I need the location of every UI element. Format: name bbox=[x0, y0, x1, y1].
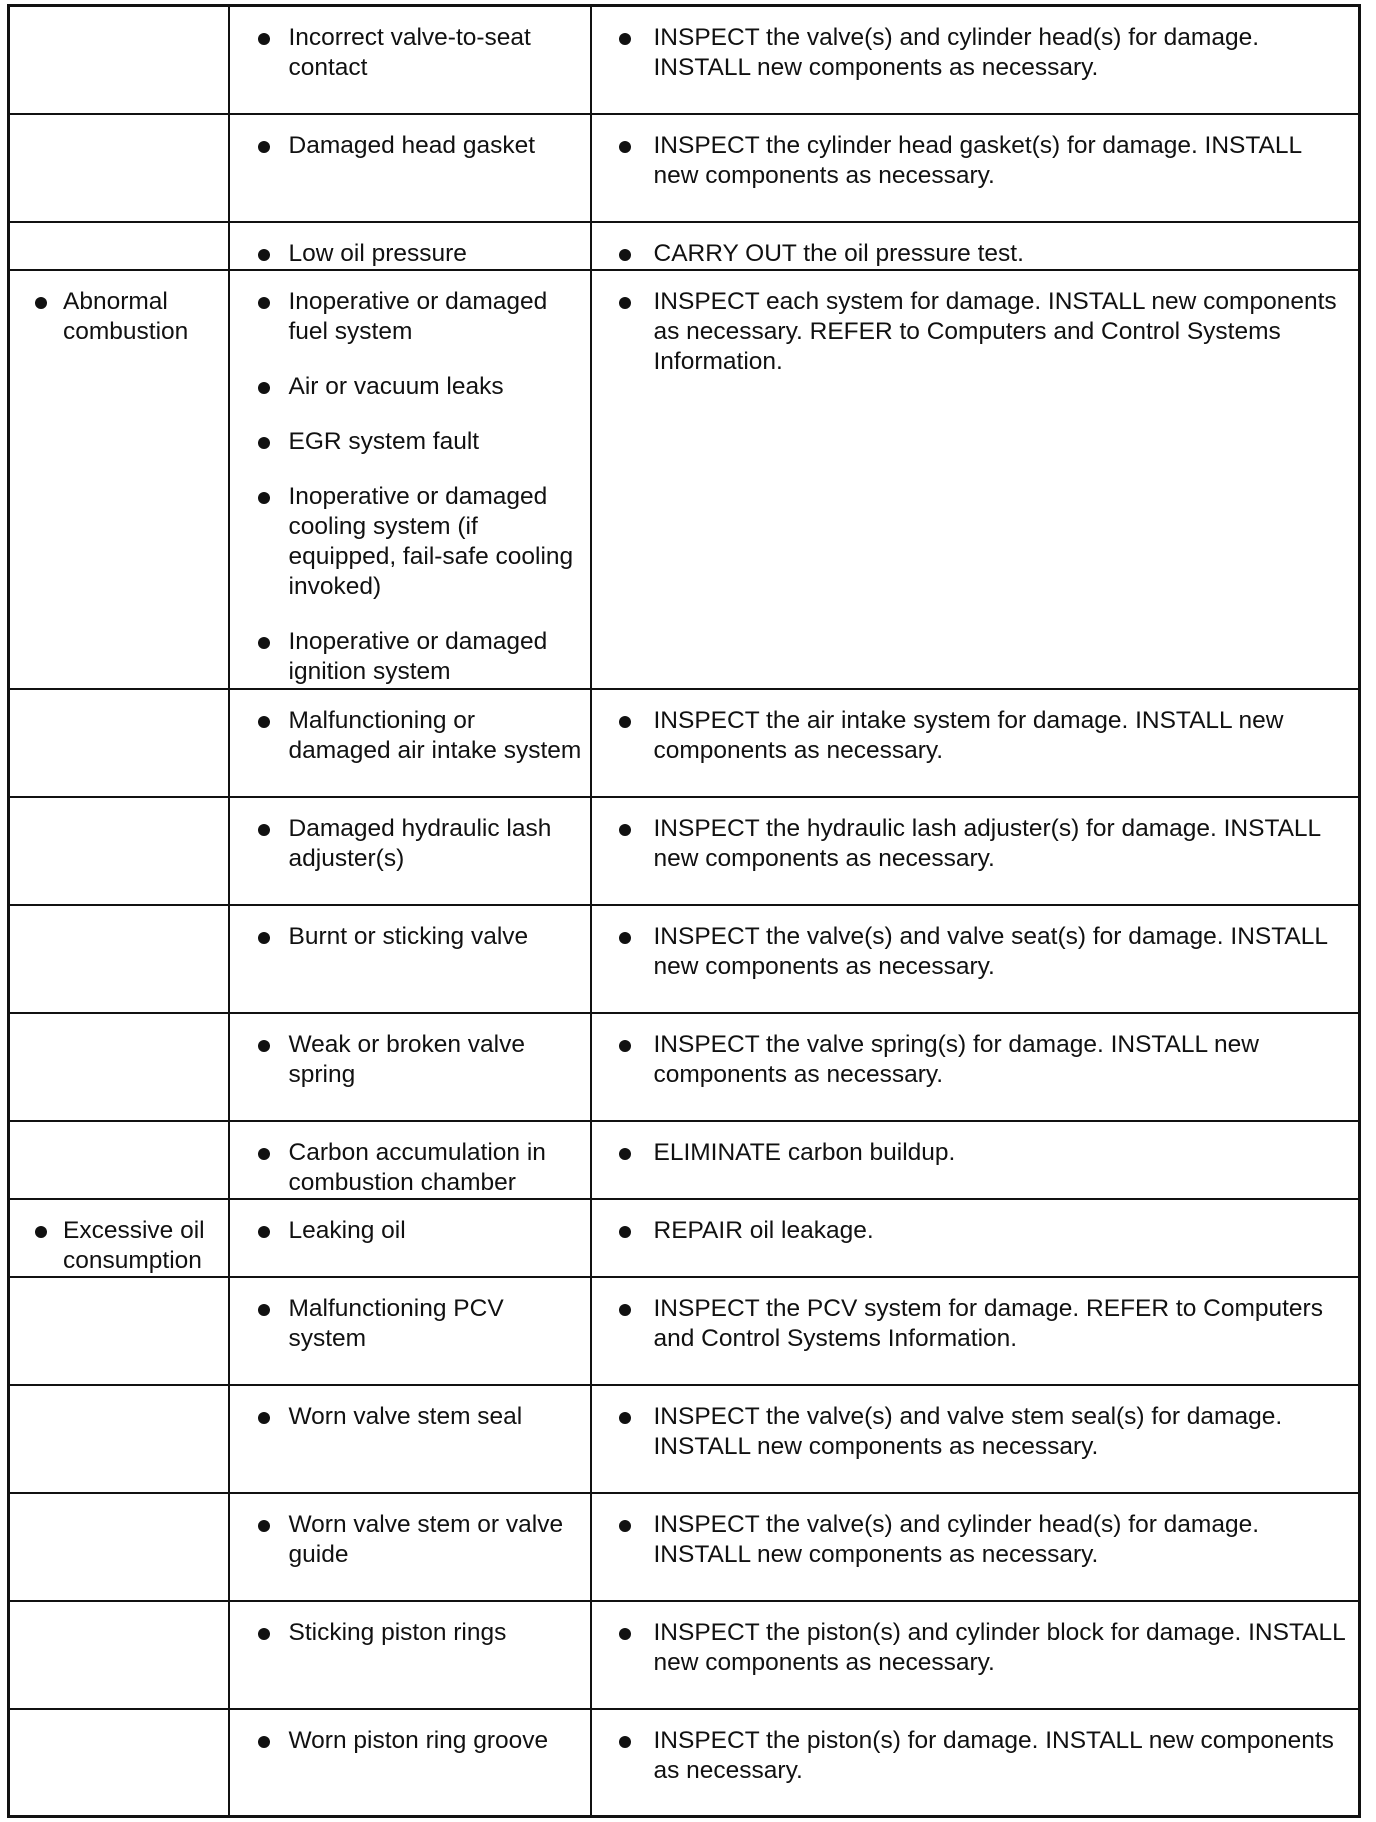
cause-cell bbox=[229, 1601, 591, 1709]
action-item bbox=[592, 922, 1351, 982]
condition-cell bbox=[9, 1277, 229, 1385]
cause-cell bbox=[229, 1709, 591, 1817]
cause-cell bbox=[229, 689, 591, 797]
cause-cell bbox=[229, 1385, 591, 1493]
action-item bbox=[592, 287, 1351, 377]
bullet-icon bbox=[619, 1040, 631, 1052]
cause-item bbox=[230, 1618, 582, 1648]
condition-cell bbox=[9, 1013, 229, 1121]
condition-cell bbox=[9, 1601, 229, 1709]
bullet-icon bbox=[619, 141, 631, 153]
bullet-icon bbox=[258, 1736, 270, 1748]
cause-cell bbox=[229, 1199, 591, 1277]
action-cell bbox=[591, 1385, 1360, 1493]
cause-item-text: EGR system fault bbox=[288, 427, 480, 455]
cause-item-text: Low oil pressure bbox=[288, 239, 467, 267]
bullet-icon bbox=[619, 297, 631, 309]
table-row bbox=[9, 1601, 1360, 1709]
action-cell bbox=[591, 1013, 1360, 1121]
action-cell bbox=[591, 1277, 1360, 1385]
action-cell bbox=[591, 689, 1360, 797]
cause-item bbox=[230, 1030, 582, 1090]
action-item-text: INSPECT the PCV system for damage. REFER to Computers and Control Systems Information. bbox=[653, 1294, 1323, 1352]
action-item bbox=[592, 239, 1351, 269]
cause-item bbox=[230, 1138, 582, 1198]
action-item-text: INSPECT the cylinder head gasket(s) for damage. INSTALL new components as necessary. bbox=[653, 131, 1302, 189]
cause-item-text: Malfunctioning or damaged air intake system bbox=[288, 706, 582, 764]
bullet-icon bbox=[258, 824, 270, 836]
table-row bbox=[9, 689, 1360, 797]
cause-item bbox=[230, 922, 582, 952]
cause-item-text: Leaking oil bbox=[288, 1216, 406, 1244]
action-item bbox=[592, 1618, 1351, 1678]
condition-item-text: Excessive oil consumption bbox=[63, 1216, 205, 1274]
cause-cell bbox=[229, 1493, 591, 1601]
bullet-icon bbox=[619, 1628, 631, 1640]
bullet-icon bbox=[258, 1304, 270, 1316]
bullet-icon bbox=[258, 141, 270, 153]
bullet-icon bbox=[258, 249, 270, 261]
bullet-icon bbox=[619, 1304, 631, 1316]
bullet-icon bbox=[258, 1148, 270, 1160]
cause-item bbox=[230, 627, 582, 687]
cause-item-text: Worn piston ring groove bbox=[288, 1726, 549, 1754]
cause-item bbox=[230, 427, 582, 457]
cause-item bbox=[230, 1402, 582, 1432]
table-row bbox=[9, 1493, 1360, 1601]
action-cell bbox=[591, 270, 1360, 689]
bullet-icon bbox=[258, 1226, 270, 1238]
bullet-icon bbox=[619, 1226, 631, 1238]
condition-cell bbox=[9, 270, 229, 689]
condition-cell bbox=[9, 905, 229, 1013]
action-cell bbox=[591, 6, 1360, 114]
cause-item bbox=[230, 1510, 582, 1570]
cause-item-text: Damaged hydraulic lash adjuster(s) bbox=[288, 814, 552, 872]
bullet-icon bbox=[258, 1412, 270, 1424]
table-row bbox=[9, 222, 1360, 270]
action-item bbox=[592, 1216, 1351, 1246]
bullet-icon bbox=[258, 33, 270, 45]
action-item-text: INSPECT the valve(s) and valve stem seal(s) for damage. INSTALL new components as necessary. bbox=[653, 1402, 1283, 1460]
table-row bbox=[9, 1121, 1360, 1199]
action-item bbox=[592, 814, 1351, 874]
bullet-icon bbox=[619, 824, 631, 836]
condition-item-text: Abnormal combustion bbox=[63, 287, 189, 345]
action-item bbox=[592, 1726, 1351, 1786]
bullet-icon bbox=[258, 1628, 270, 1640]
condition-cell bbox=[9, 689, 229, 797]
bullet-icon bbox=[258, 297, 270, 309]
cause-item bbox=[230, 287, 582, 347]
cause-item-text: Worn valve stem seal bbox=[288, 1402, 523, 1430]
action-cell bbox=[591, 905, 1360, 1013]
cause-item-text: Inoperative or damaged fuel system bbox=[288, 287, 548, 345]
action-item-text: INSPECT the piston(s) for damage. INSTALL new components as necessary. bbox=[653, 1726, 1334, 1784]
table-row bbox=[9, 1013, 1360, 1121]
action-cell bbox=[591, 1121, 1360, 1199]
bullet-icon bbox=[258, 437, 270, 449]
condition-cell bbox=[9, 222, 229, 270]
action-item-text: REPAIR oil leakage. bbox=[653, 1216, 874, 1244]
bullet-icon bbox=[258, 1520, 270, 1532]
bullet-icon bbox=[619, 1520, 631, 1532]
bullet-icon bbox=[258, 492, 270, 504]
action-item bbox=[592, 131, 1351, 191]
cause-item-text: Air or vacuum leaks bbox=[288, 372, 504, 400]
action-cell bbox=[591, 1601, 1360, 1709]
action-item-text: INSPECT the piston(s) and cylinder block for damage. INSTALL new components as necessary. bbox=[653, 1618, 1345, 1676]
cause-cell bbox=[229, 222, 591, 270]
cause-item bbox=[230, 706, 582, 766]
table-row bbox=[9, 1199, 1360, 1277]
action-cell bbox=[591, 797, 1360, 905]
cause-item bbox=[230, 814, 582, 874]
cause-item bbox=[230, 131, 582, 161]
cause-item bbox=[230, 482, 582, 602]
table-row bbox=[9, 1385, 1360, 1493]
condition-cell bbox=[9, 114, 229, 222]
action-cell bbox=[591, 1493, 1360, 1601]
table-row bbox=[9, 797, 1360, 905]
bullet-icon bbox=[619, 1148, 631, 1160]
action-item-text: INSPECT the valve spring(s) for damage. INSTALL new components as necessary. bbox=[653, 1030, 1259, 1088]
bullet-icon bbox=[619, 932, 631, 944]
cause-item bbox=[230, 1726, 582, 1756]
action-item-text: INSPECT the valve(s) and cylinder head(s) for damage. INSTALL new components as necessary. bbox=[653, 24, 1260, 81]
bullet-icon bbox=[258, 716, 270, 728]
action-item bbox=[592, 23, 1351, 83]
table-body bbox=[9, 6, 1360, 1817]
bullet-icon bbox=[35, 1226, 47, 1238]
cause-cell bbox=[229, 905, 591, 1013]
cause-item bbox=[230, 239, 582, 269]
condition-cell bbox=[9, 1121, 229, 1199]
bullet-icon bbox=[258, 382, 270, 394]
cause-item-text: Damaged head gasket bbox=[288, 131, 536, 159]
action-item-text: INSPECT the valve(s) and cylinder head(s) for damage. INSTALL new components as necessary. bbox=[653, 1510, 1260, 1568]
cause-cell bbox=[229, 797, 591, 905]
table-row bbox=[9, 114, 1360, 222]
action-cell bbox=[591, 1199, 1360, 1277]
table-row bbox=[9, 6, 1360, 114]
bullet-icon bbox=[619, 33, 631, 45]
cause-item bbox=[230, 1216, 582, 1246]
cause-cell bbox=[229, 1013, 591, 1121]
action-item-text: ELIMINATE carbon buildup. bbox=[653, 1138, 956, 1166]
cause-item-text: Inoperative or damaged ignition system bbox=[288, 627, 548, 685]
cause-item bbox=[230, 23, 582, 83]
action-item-text: INSPECT the hydraulic lash adjuster(s) for damage. INSTALL new components as necessary. bbox=[653, 814, 1321, 872]
cause-item-text: Incorrect valve-to-seat contact bbox=[288, 24, 531, 81]
diagnosis-table bbox=[7, 4, 1361, 1818]
cause-cell bbox=[229, 270, 591, 689]
condition-cell bbox=[9, 1709, 229, 1817]
table-row bbox=[9, 270, 1360, 689]
cause-item-text: Burnt or sticking valve bbox=[288, 922, 529, 950]
condition-cell bbox=[9, 797, 229, 905]
condition-cell bbox=[9, 6, 229, 114]
condition-item bbox=[10, 287, 220, 347]
action-item bbox=[592, 1294, 1351, 1354]
cause-cell bbox=[229, 1121, 591, 1199]
bullet-icon bbox=[258, 1040, 270, 1052]
action-item bbox=[592, 1030, 1351, 1090]
cause-item-text: Inoperative or damaged cooling system (if equipped, fail-safe cooling invoked) bbox=[288, 482, 574, 600]
bullet-icon bbox=[35, 297, 47, 309]
cause-item-text: Carbon accumulation in combustion chamber bbox=[288, 1138, 546, 1196]
action-item bbox=[592, 1402, 1351, 1462]
cause-cell bbox=[229, 114, 591, 222]
table-row bbox=[9, 1709, 1360, 1817]
cause-cell bbox=[229, 6, 591, 114]
action-item bbox=[592, 1138, 1351, 1168]
action-cell bbox=[591, 222, 1360, 270]
bullet-icon bbox=[619, 1412, 631, 1424]
bullet-icon bbox=[258, 932, 270, 944]
action-cell bbox=[591, 114, 1360, 222]
bullet-icon bbox=[619, 249, 631, 261]
action-item bbox=[592, 1510, 1351, 1570]
action-item-text: CARRY OUT the oil pressure test. bbox=[653, 239, 1024, 267]
cause-item-text: Weak or broken valve spring bbox=[288, 1030, 525, 1088]
condition-cell bbox=[9, 1199, 229, 1277]
table-row bbox=[9, 1277, 1360, 1385]
condition-cell bbox=[9, 1493, 229, 1601]
action-item-text: INSPECT the valve(s) and valve seat(s) for damage. INSTALL new components as necessary. bbox=[653, 922, 1328, 980]
action-item-text: INSPECT the air intake system for damage. INSTALL new components as necessary. bbox=[653, 706, 1284, 764]
bullet-icon bbox=[258, 637, 270, 649]
cause-item bbox=[230, 372, 582, 402]
cause-item-text: Malfunctioning PCV system bbox=[288, 1294, 504, 1352]
action-cell bbox=[591, 1709, 1360, 1817]
bullet-icon bbox=[619, 1736, 631, 1748]
bullet-icon bbox=[619, 716, 631, 728]
table-row bbox=[9, 905, 1360, 1013]
condition-cell bbox=[9, 1385, 229, 1493]
cause-cell bbox=[229, 1277, 591, 1385]
cause-item-text: Worn valve stem or valve guide bbox=[288, 1510, 564, 1568]
condition-item bbox=[10, 1216, 220, 1276]
action-item bbox=[592, 706, 1351, 766]
action-item-text: INSPECT each system for damage. INSTALL new components as necessary. REFER to Computers and Control Systems Information. bbox=[653, 287, 1337, 375]
cause-item-text: Sticking piston rings bbox=[288, 1618, 507, 1646]
cause-item bbox=[230, 1294, 582, 1354]
